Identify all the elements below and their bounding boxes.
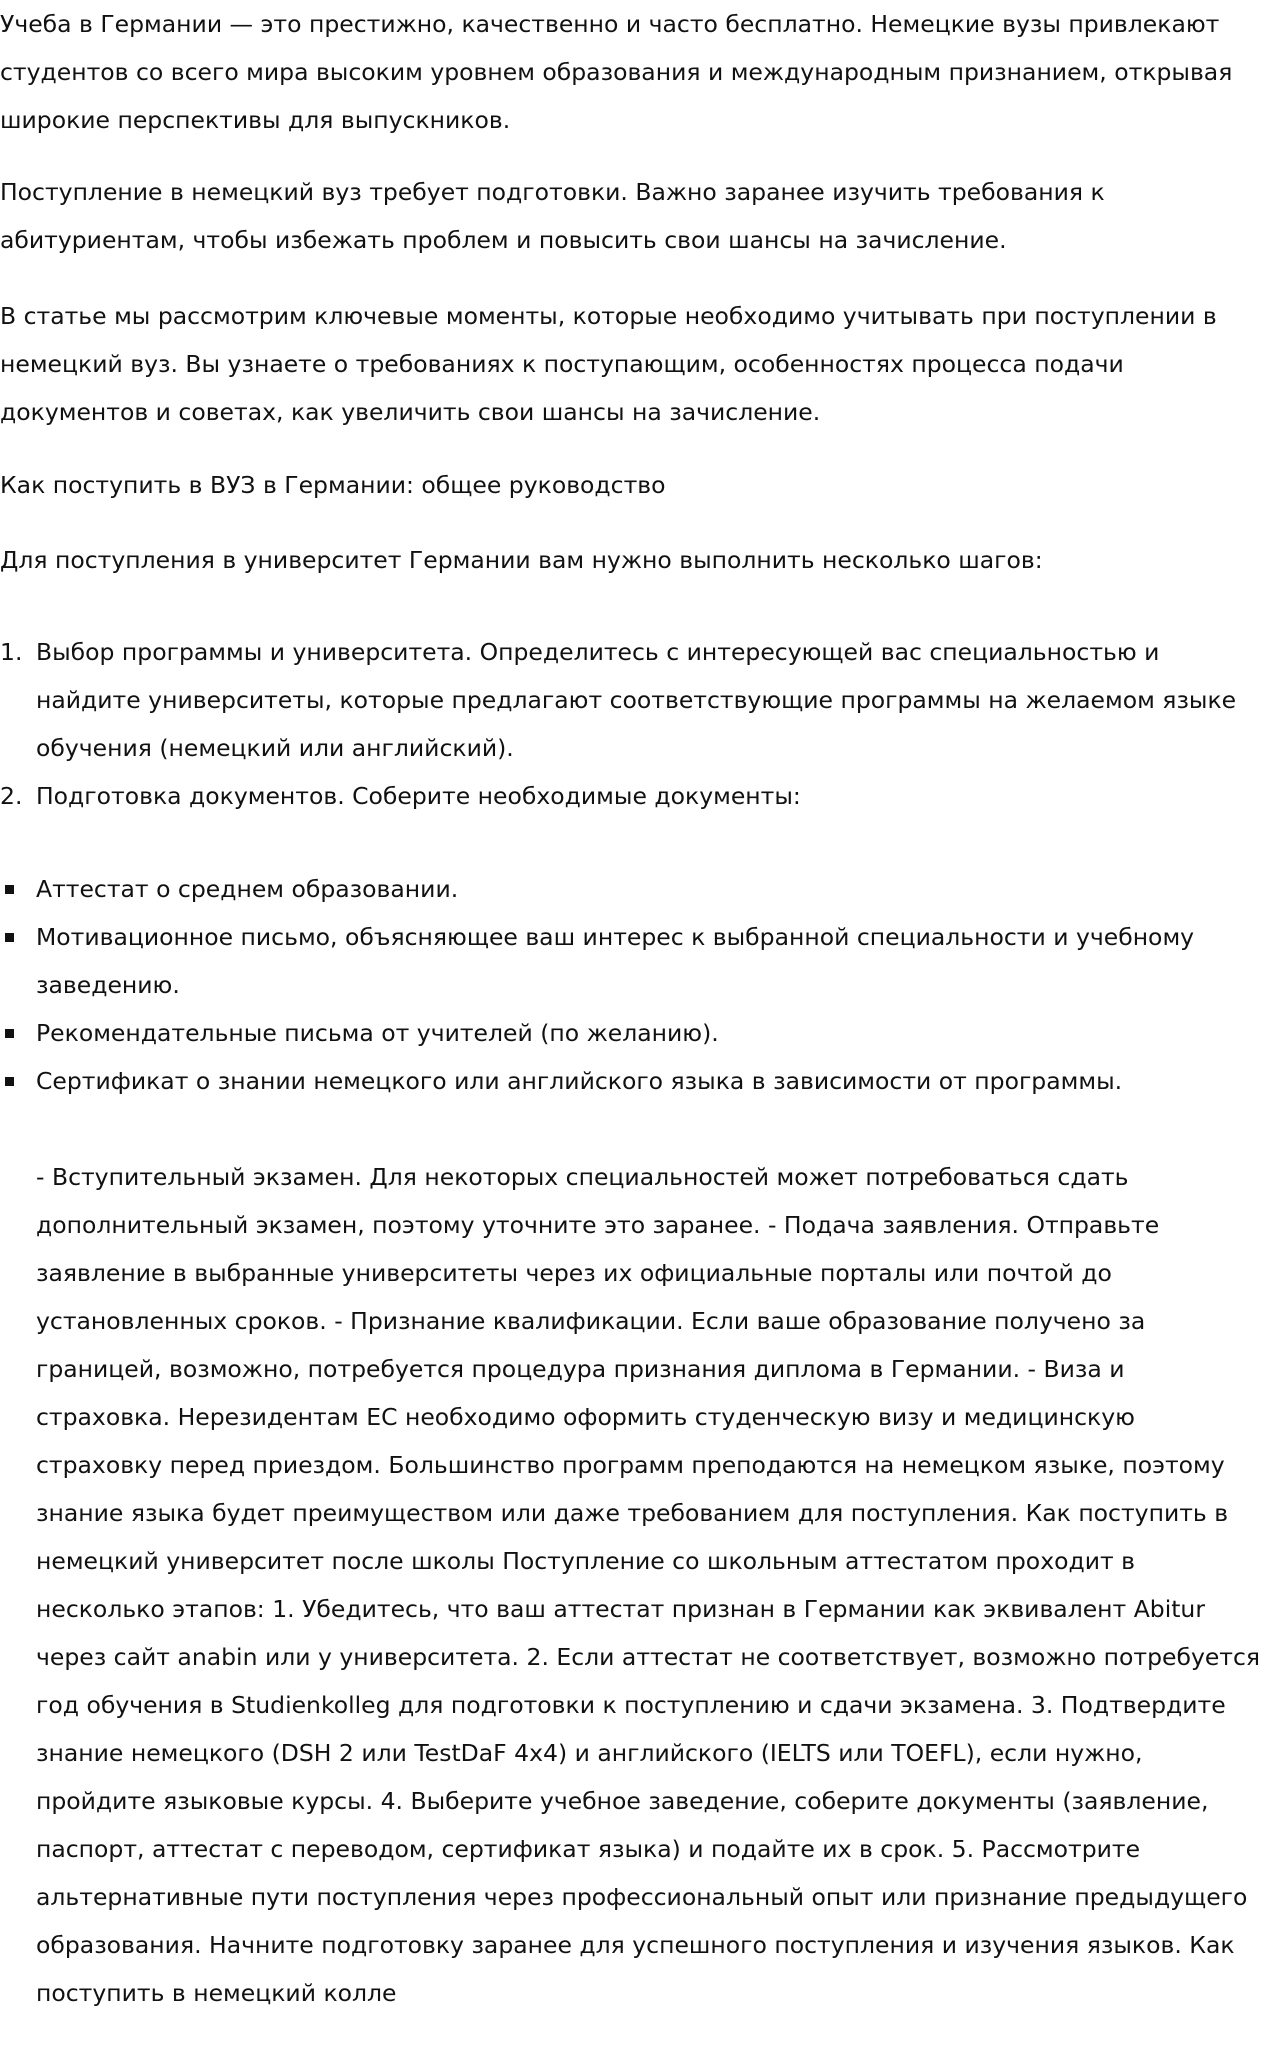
continuation-paragraph: - Вступительный экзамен. Для некоторых специальностей может потребоваться сдать дополнительный экзамен, поэтому уточните это заранее. - Подача заявления. Отправьте заявление в выбранные университеты через их официальные порталы или почтой до установленных сроков. - Признание квалификации. Если ваше образование получено за границей, возможно, потребуется процедура признания диплома в Германии. - Виза и страховка. Нерезидентам ЕС необходимо оформить студенческую визу и медицинскую страховку перед приездом. Большинство программ преподаются на немецком языке, поэтому знание языка будет преимуществом или даже требованием для поступления. Как поступить в немецкий университет после школы Поступление со школьным аттестатом проходит в несколько этапов: 1. Убедитесь, что ваш аттестат признан в Германии как эквивалент Abitur через сайт anabin или у университета. 2. Если аттестат не соответствует, возможно потребуется год обучения в Studienkolleg для подготовки к поступлению и сдачи экзамена. 3. Подтвердите знание немецкого (DSH 2 или TestDaF 4x4) и английского (IELTS или TOEFL), если нужно, пройдите языковые курсы. 4. Выберите учебное заведение, соберите документы (заявление, паспорт, аттестат с переводом, сертификат языка) и подайте их в срок. 5. Рассмотрите альтернативные пути поступления через профессиональный опыт или признание предыдущего образования. Начните подготовку заранее для успешного поступления и изучения языков. Как поступить в немецкий колле [36,1163,1261,2007]
documents-list [0,865,1262,1105]
section-heading: Как поступить в ВУЗ в Германии: общее руководство [0,471,666,499]
list-number: 1. [0,638,23,666]
list-number: 2. [0,782,23,810]
list-item [0,772,1262,820]
document-text: Сертификат о знании немецкого или английского языка в зависимости от программы. [36,1067,1123,1095]
list-item [0,865,1262,913]
document-text: Рекомендательные письма от учителей (по желанию). [36,1019,719,1047]
preparation-paragraph: Поступление в немецкий вуз требует подготовки. Важно заранее изучить требования к абитуриентам, чтобы избежать проблем и повысить свои шансы на зачисление. [0,178,1105,254]
list-item [0,913,1262,1009]
list-item [0,1057,1262,1105]
document-text: Аттестат о среднем образовании. [36,875,459,903]
overview-paragraph: В статье мы рассмотрим ключевые моменты, которые необходимо учитывать при поступлении в немецкий вуз. Вы узнаете о требованиях к поступающим, особенностях процесса подачи документов и советах, как увеличить свои шансы на зачисление. [0,302,1217,426]
square-bullet-icon [5,1029,14,1038]
steps-list [0,628,1262,820]
list-item [0,628,1262,772]
document-text: Мотивационное письмо, объясняющее ваш интерес к выбранной специальности и учебному заведению. [36,923,1195,999]
square-bullet-icon [5,885,14,894]
square-bullet-icon [5,933,14,942]
step-text: Подготовка документов. Соберите необходимые документы: [36,782,801,810]
step-text: Выбор программы и университета. Определитесь с интересующей вас специальностью и найдите университеты, которые предлагают соответствующие программы на желаемом языке обучения (немецкий или английский). [36,638,1237,762]
steps-intro-paragraph: Для поступления в университет Германии вам нужно выполнить несколько шагов: [0,546,1043,574]
intro-paragraph: Учеба в Германии — это престижно, качественно и часто бесплатно. Немецкие вузы привлекают студентов со всего мира высоким уровнем образования и международным признанием, открывая широкие перспективы для выпускников. [0,10,1233,134]
square-bullet-icon [5,1077,14,1086]
list-item [0,1009,1262,1057]
